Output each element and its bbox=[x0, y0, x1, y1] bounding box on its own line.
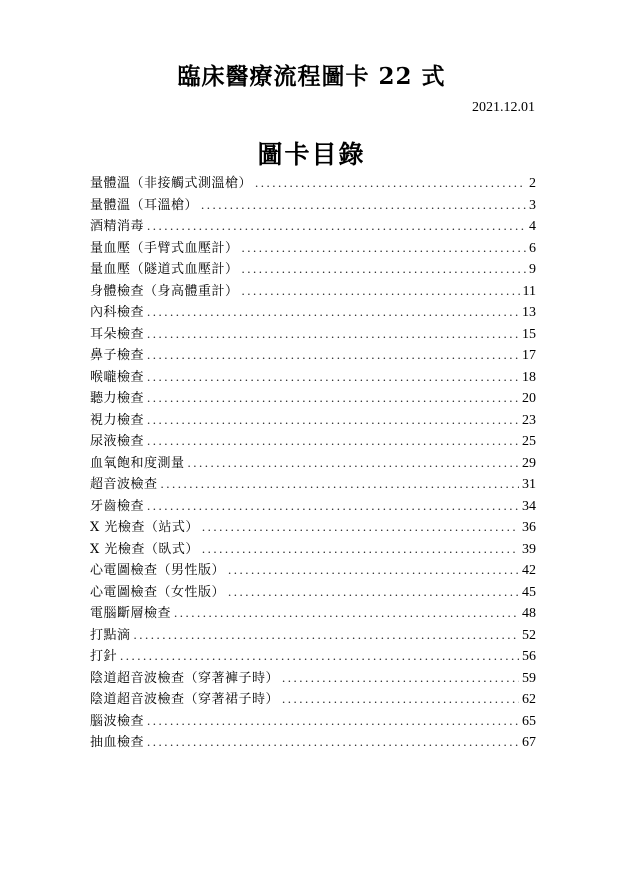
toc-leader-dots bbox=[202, 538, 519, 560]
toc-leader-dots bbox=[242, 280, 520, 302]
toc-entry-page: 36 bbox=[522, 520, 536, 535]
toc-entry-label: 量體溫（非接觸式測溫槍） bbox=[90, 176, 253, 191]
toc-entry[interactable] bbox=[90, 237, 536, 259]
toc-entry-page: 11 bbox=[522, 283, 536, 299]
toc-entry-page: 20 bbox=[522, 391, 536, 406]
toc-entry-label: 量血壓（隧道式血壓計） bbox=[90, 262, 239, 277]
toc-leader-dots bbox=[147, 710, 519, 732]
toc-leader-dots bbox=[202, 516, 519, 538]
toc-leader-dots bbox=[242, 258, 526, 280]
toc-entry-page: 62 bbox=[522, 692, 536, 707]
toc-entry-label: 喉嚨檢查 bbox=[90, 369, 145, 385]
toc-leader-dots bbox=[282, 667, 519, 689]
toc-entry-page: 42 bbox=[522, 563, 536, 578]
toc-leader-dots bbox=[134, 624, 519, 646]
toc-entry-label: X 光檢查（臥式） bbox=[90, 541, 199, 557]
toc-entry-label: 抽血檢查 bbox=[90, 735, 145, 750]
table-of-contents bbox=[90, 172, 536, 753]
toc-entry-label: 陰道超音波檢查（穿著裙子時） bbox=[90, 692, 280, 707]
toc-leader-dots bbox=[188, 452, 519, 474]
toc-leader-dots bbox=[228, 581, 519, 603]
toc-entry-label: 身體檢查（身高體重計） bbox=[90, 283, 239, 299]
toc-entry[interactable] bbox=[90, 473, 536, 495]
toc-entry-label: X 光檢查（站式） bbox=[90, 520, 199, 535]
toc-entry-label: 陰道超音波檢查（穿著褲子時） bbox=[90, 670, 280, 686]
toc-entry-page: 17 bbox=[522, 348, 536, 363]
toc-entry-page: 39 bbox=[522, 541, 536, 557]
toc-entry-label: 電腦斷層檢查 bbox=[90, 606, 172, 621]
toc-leader-dots bbox=[174, 602, 519, 624]
toc-leader-dots bbox=[255, 172, 526, 194]
toc-leader-dots bbox=[147, 430, 519, 452]
toc-entry[interactable] bbox=[90, 602, 536, 624]
toc-entry[interactable] bbox=[90, 624, 536, 646]
toc-leader-dots bbox=[147, 731, 519, 753]
toc-entry-label: 耳朵檢查 bbox=[90, 326, 145, 342]
toc-entry-label: 內科檢查 bbox=[90, 305, 145, 320]
toc-entry[interactable] bbox=[90, 495, 536, 517]
toc-leader-dots bbox=[147, 495, 519, 517]
toc-entry-page: 13 bbox=[522, 305, 536, 320]
toc-entry-label: 打點滴 bbox=[90, 627, 131, 643]
toc-entry-label: 鼻子檢查 bbox=[90, 348, 145, 363]
toc-entry[interactable] bbox=[90, 172, 536, 194]
toc-entry-page: 67 bbox=[522, 735, 536, 750]
toc-leader-dots bbox=[147, 301, 519, 323]
toc-entry[interactable] bbox=[90, 710, 536, 732]
toc-entry[interactable] bbox=[90, 452, 536, 474]
toc-entry[interactable] bbox=[90, 645, 536, 667]
toc-entry-label: 血氧飽和度測量 bbox=[90, 455, 185, 471]
toc-entry[interactable] bbox=[90, 667, 536, 689]
toc-entry-page: 59 bbox=[522, 670, 536, 686]
toc-entry[interactable] bbox=[90, 215, 536, 237]
toc-leader-dots bbox=[147, 215, 526, 237]
document-title: 臨床醫療流程圖卡 22 式 bbox=[177, 63, 446, 90]
toc-entry[interactable] bbox=[90, 194, 536, 216]
toc-entry[interactable] bbox=[90, 323, 536, 345]
toc-leader-dots bbox=[242, 237, 526, 259]
toc-entry-label: 心電圖檢查（女性版） bbox=[90, 584, 226, 600]
toc-entry[interactable] bbox=[90, 538, 536, 560]
toc-entry-page: 25 bbox=[522, 434, 536, 449]
toc-leader-dots bbox=[147, 344, 519, 366]
toc-entry-label: 視力檢查 bbox=[90, 412, 145, 428]
toc-entry[interactable] bbox=[90, 516, 536, 538]
toc-entry-page: 6 bbox=[529, 240, 536, 256]
toc-entry[interactable] bbox=[90, 344, 536, 366]
toc-entry[interactable] bbox=[90, 688, 536, 710]
toc-leader-dots bbox=[147, 387, 519, 409]
toc-entry-page: 4 bbox=[529, 219, 536, 234]
toc-entry-page: 23 bbox=[522, 412, 536, 428]
toc-entry-label: 心電圖檢查（男性版） bbox=[90, 563, 226, 578]
toc-entry[interactable] bbox=[90, 280, 536, 302]
toc-entry-page: 45 bbox=[522, 584, 536, 600]
toc-entry-label: 超音波檢查 bbox=[90, 477, 158, 492]
toc-entry-page: 3 bbox=[529, 197, 536, 213]
toc-entry-label: 聽力檢查 bbox=[90, 391, 145, 406]
toc-entry-label: 牙齒檢查 bbox=[90, 498, 145, 514]
toc-leader-dots bbox=[120, 645, 519, 667]
toc-entry-page: 29 bbox=[522, 455, 536, 471]
toc-entry-page: 15 bbox=[522, 326, 536, 342]
toc-heading: 圖卡目錄 bbox=[257, 140, 366, 169]
toc-leader-dots bbox=[147, 366, 519, 388]
toc-entry[interactable] bbox=[90, 731, 536, 753]
toc-entry-label: 酒精消毒 bbox=[90, 219, 145, 234]
toc-entry[interactable] bbox=[90, 430, 536, 452]
toc-entry-page: 34 bbox=[522, 498, 536, 514]
toc-entry[interactable] bbox=[90, 258, 536, 280]
toc-leader-dots bbox=[201, 194, 526, 216]
toc-entry-label: 尿液檢查 bbox=[90, 434, 145, 449]
toc-entry-page: 2 bbox=[529, 176, 536, 191]
toc-entry-page: 65 bbox=[522, 713, 536, 729]
toc-entry-label: 量體溫（耳溫槍） bbox=[90, 197, 199, 213]
toc-entry-page: 56 bbox=[522, 649, 536, 664]
toc-entry-page: 9 bbox=[529, 262, 536, 277]
toc-entry-label: 量血壓（手臂式血壓計） bbox=[90, 240, 239, 256]
toc-leader-dots bbox=[282, 688, 519, 710]
toc-entry-page: 31 bbox=[522, 477, 536, 492]
toc-entry[interactable] bbox=[90, 301, 536, 323]
toc-entry[interactable] bbox=[90, 366, 536, 388]
toc-entry[interactable] bbox=[90, 409, 536, 431]
toc-entry-page: 18 bbox=[522, 369, 536, 385]
document-date: 2021.12.01 bbox=[472, 100, 535, 115]
toc-entry[interactable] bbox=[90, 581, 536, 603]
toc-leader-dots bbox=[147, 323, 519, 345]
toc-leader-dots bbox=[147, 409, 519, 431]
toc-entry[interactable] bbox=[90, 559, 536, 581]
toc-leader-dots bbox=[161, 473, 519, 495]
toc-entry-label: 腦波檢查 bbox=[90, 713, 145, 729]
toc-entry-page: 52 bbox=[522, 627, 536, 643]
toc-leader-dots bbox=[228, 559, 519, 581]
toc-entry[interactable] bbox=[90, 387, 536, 409]
toc-entry-page: 48 bbox=[522, 606, 536, 621]
toc-entry-label: 打針 bbox=[90, 649, 118, 664]
